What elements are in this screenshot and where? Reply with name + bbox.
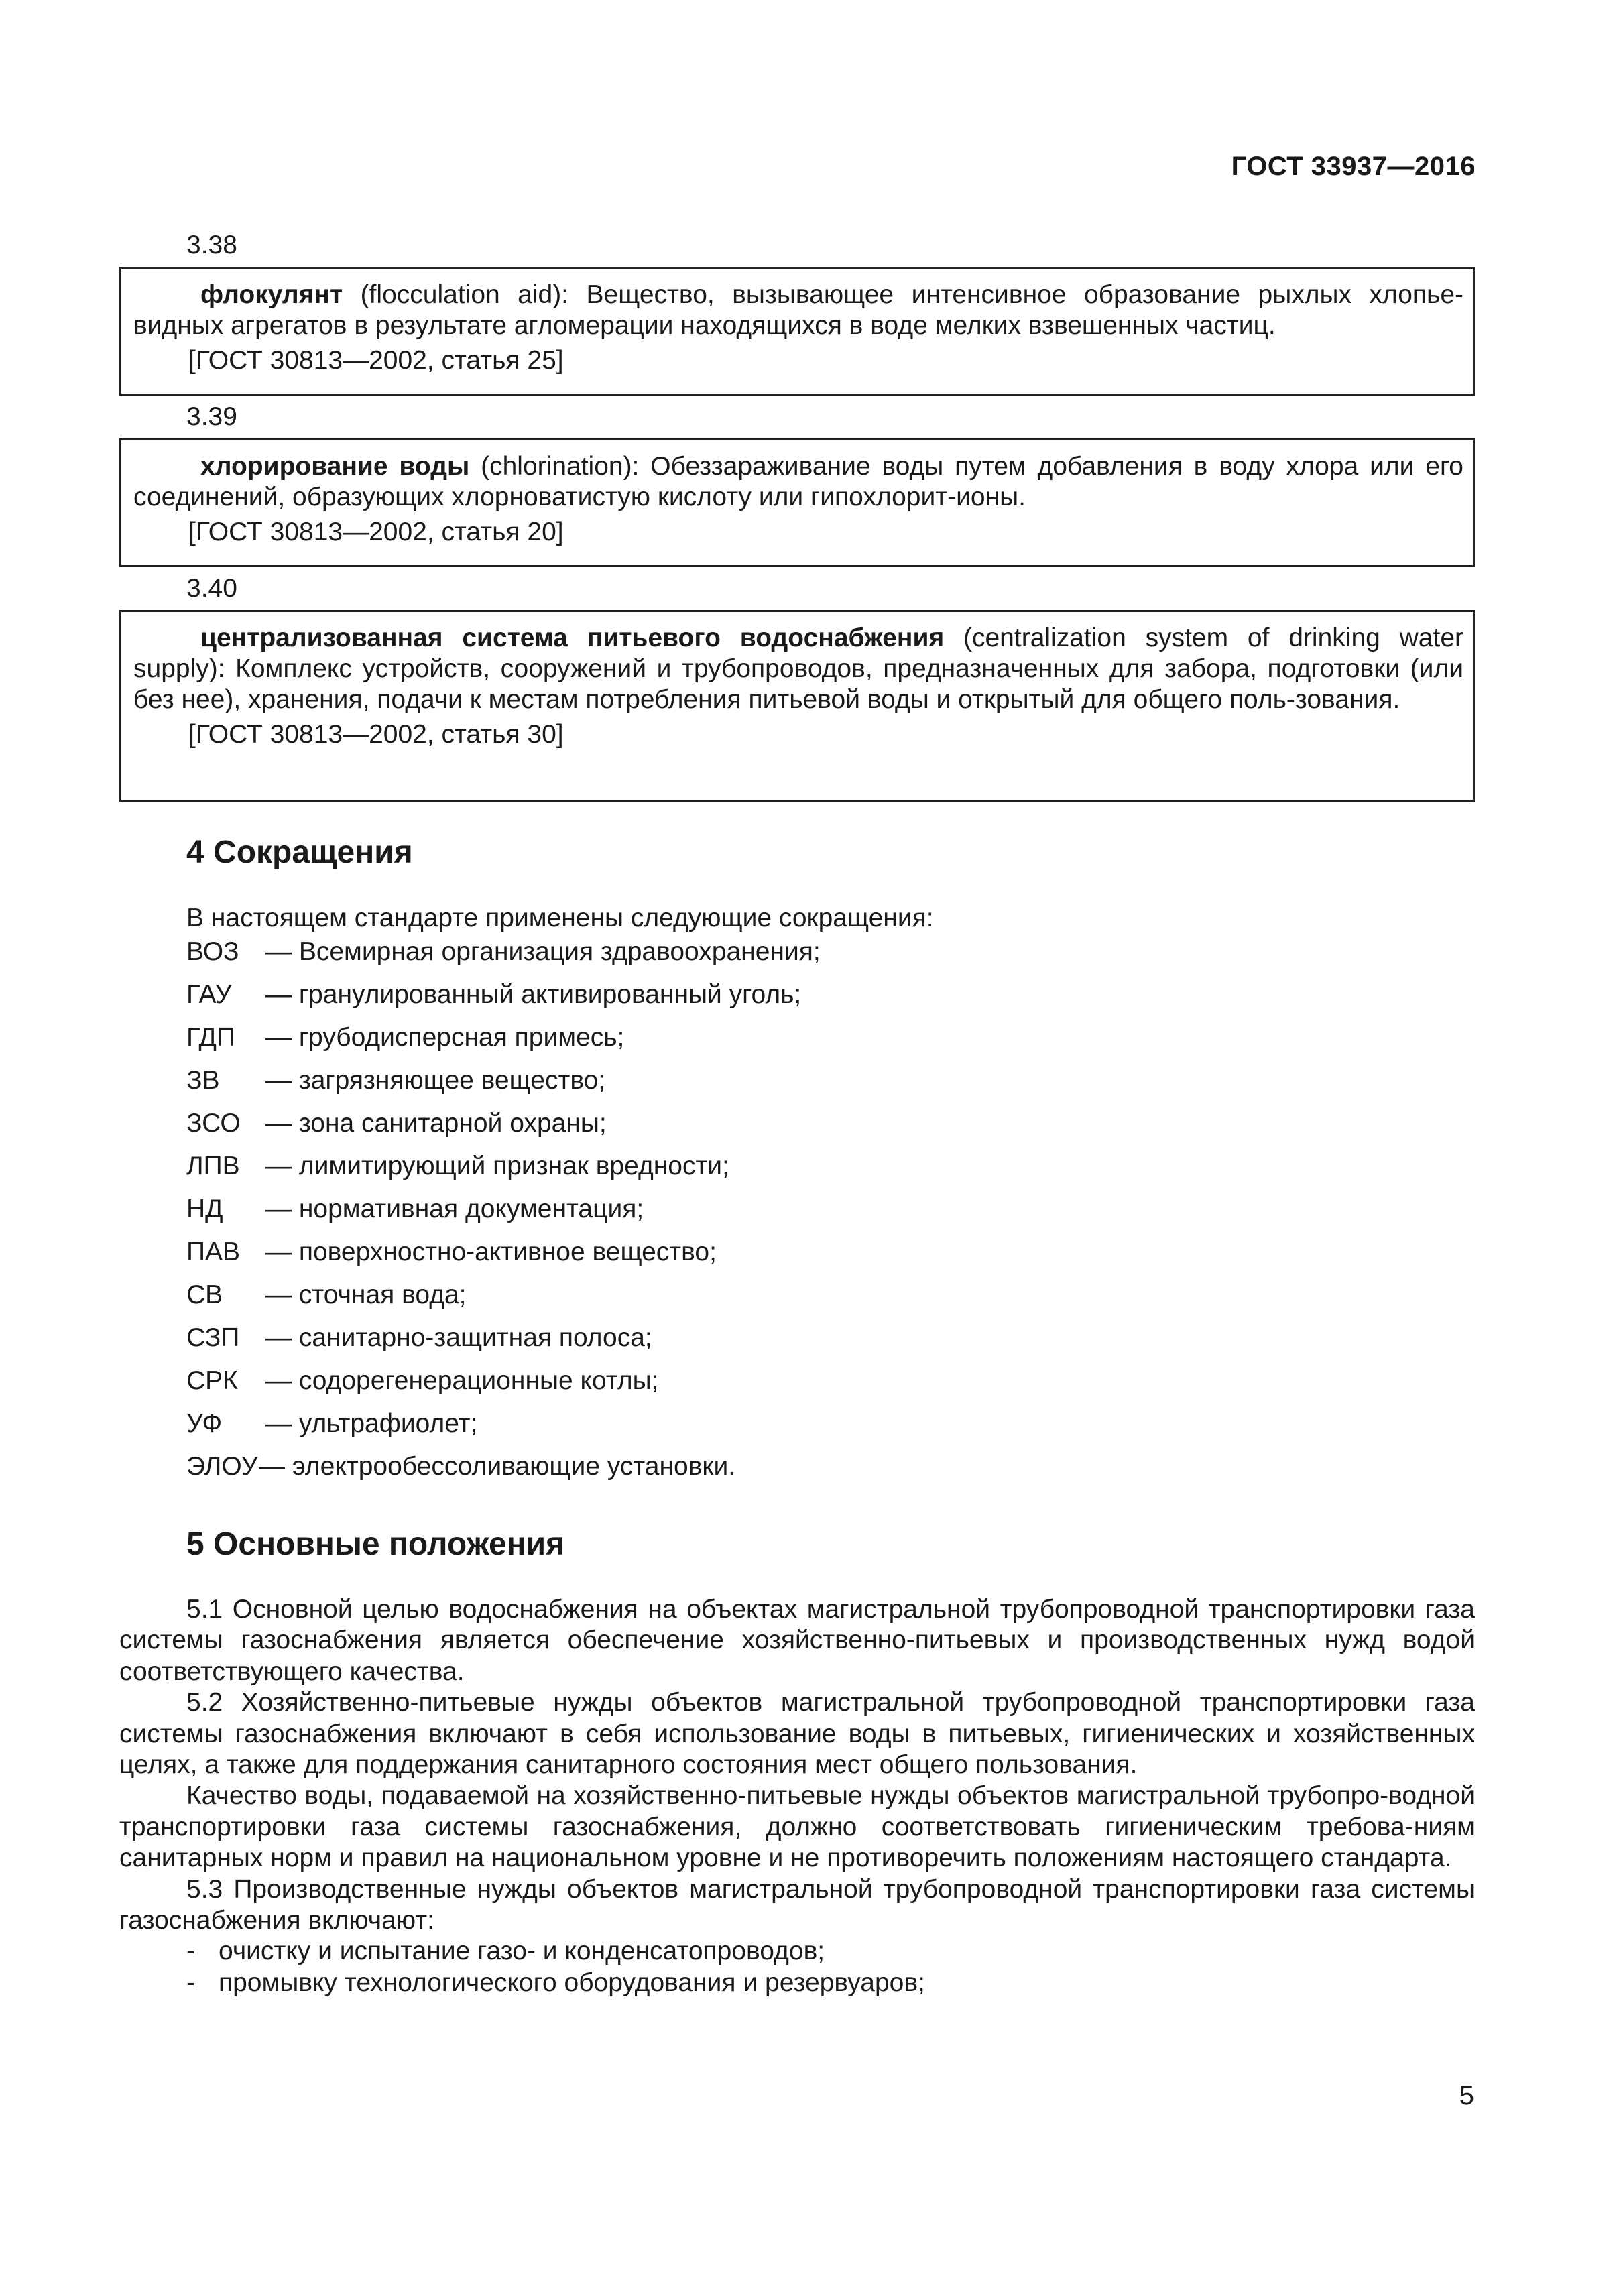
list-item — [186, 1452, 821, 1495]
abbreviation-code: ЛПВ — [186, 1152, 240, 1181]
bullet-dash: - — [186, 1937, 195, 1966]
term-entry-box — [119, 267, 1475, 396]
term-source: [ГОСТ 30813—2002, статья 20] — [188, 518, 564, 546]
term-definition — [121, 440, 1473, 513]
term-source: [ГОСТ 30813—2002, статья 30] — [188, 720, 564, 749]
paragraph-5-1: 5.1 Основной целью водоснабжения на объектах магистральной трубопроводной транспортировки газа системы газоснабжения является обеспечение хозяйственно-питьевых и производственных нужд водой соответствующего качества. — [119, 1595, 1475, 1686]
abbreviation-definition: — зона санитарной охраны; — [265, 1109, 607, 1138]
term-number: 3.40 — [186, 574, 237, 603]
list-item — [186, 1066, 821, 1109]
abbreviation-definition: — электрообессоливающие установки. — [259, 1452, 736, 1481]
abbreviation-code: ГАУ — [186, 980, 232, 1009]
term-definition-text: (chlorination): Обеззараживание воды путем добавления в воду хлора или его соединений, образующих хлорноватистую кислоту или гипохлорит-ионы. — [133, 452, 1463, 511]
term-name: централизованная система питьевого водоснабжения — [200, 623, 945, 652]
abbreviation-code: СРК — [186, 1366, 238, 1395]
section-4-intro: В настоящем стандарте применены следующие сокращения: — [186, 904, 934, 932]
list-item — [186, 937, 821, 980]
term-name: хлорирование воды — [200, 452, 470, 481]
abbreviation-code: СВ — [186, 1280, 223, 1309]
term-definition — [121, 612, 1473, 715]
list-item — [119, 1936, 1475, 1967]
abbreviation-definition: — грубодисперсная примесь; — [265, 1023, 625, 1052]
paragraph-5-2: 5.2 Хозяйственно-питьевые нужды объектов магистральной трубопроводной транспортировки газа системы газоснабжения включают в себя использование воды в питьевых, гигиенических и хозяйственных целях, а также для поддержания санитарного состояния мест общего пользования. — [119, 1688, 1475, 1780]
abbreviation-code: НД — [186, 1195, 223, 1223]
list-item — [119, 1968, 1475, 1998]
abbreviation-definition: — ультрафиолет; — [265, 1409, 478, 1438]
term-entry-box — [119, 438, 1475, 567]
document-id: ГОСТ 33937—2016 — [1231, 152, 1476, 181]
abbreviation-list — [186, 937, 821, 1495]
bullet-dash: - — [186, 1968, 195, 1997]
page-number: 5 — [1459, 2081, 1474, 2110]
abbreviation-definition: — содорегенерационные котлы; — [265, 1366, 659, 1395]
abbreviation-definition: — Всемирная организация здравоохранения; — [265, 937, 821, 966]
section-5-body — [119, 1594, 1475, 1998]
list-item — [186, 1195, 821, 1237]
bullet-text: промывку технологического оборудования и резервуаров; — [219, 1968, 925, 1997]
list-item — [186, 1109, 821, 1152]
list-item — [186, 1409, 821, 1452]
abbreviation-code: ПАВ — [186, 1237, 241, 1266]
list-item — [186, 1023, 821, 1066]
term-name: флокулянт — [200, 280, 343, 309]
abbreviation-code: ЗСО — [186, 1109, 241, 1138]
abbreviation-code: ВОЗ — [186, 937, 239, 966]
term-entry-box — [119, 610, 1475, 802]
bullet-text: очистку и испытание газо- и конденсатопроводов; — [219, 1937, 825, 1966]
abbreviation-definition: — лимитирующий признак вредности; — [265, 1152, 729, 1181]
term-number: 3.39 — [186, 402, 237, 431]
abbreviation-definition: — сточная вода; — [265, 1280, 467, 1309]
term-definition — [121, 269, 1473, 341]
section-5-title: 5 Основные положения — [186, 1526, 565, 1562]
abbreviation-code: ЭЛОУ — [186, 1452, 258, 1481]
section-4-title: 4 Сокращения — [186, 835, 413, 870]
abbreviation-code: ЗВ — [186, 1066, 220, 1095]
abbreviation-code: ГДП — [186, 1023, 235, 1052]
term-definition-text: (centralization system of drinking water supply): Комплекс устройств, сооружений и трубопроводов, предназначенных для забора, подготовки (или без нее), хранения, подачи к местам потребления питьевой воды и открытый для общего поль-зования. — [133, 623, 1463, 714]
term-source: [ГОСТ 30813—2002, статья 25] — [188, 346, 564, 375]
list-item — [186, 1366, 821, 1409]
abbreviation-definition: — гранулированный активированный уголь; — [265, 980, 802, 1009]
abbreviation-definition: — санитарно-защитная полоса; — [265, 1323, 652, 1352]
abbreviation-code: СЗП — [186, 1323, 240, 1352]
paragraph-5-3: 5.3 Производственные нужды объектов магистральной трубопроводной транспортировки газа системы газоснабжения включают: — [119, 1874, 1475, 1935]
list-item — [186, 1237, 821, 1280]
term-number: 3.38 — [186, 231, 237, 259]
list-item — [186, 1280, 821, 1323]
list-item — [186, 1323, 821, 1366]
list-item — [186, 980, 821, 1023]
list-item — [186, 1152, 821, 1195]
abbreviation-code: УФ — [186, 1409, 223, 1438]
abbreviation-definition: — загрязняющее вещество; — [265, 1066, 606, 1095]
abbreviation-definition: — нормативная документация; — [265, 1195, 644, 1223]
term-definition-text: (flocculation aid): Вещество, вызывающее интенсивное образование рыхлых хлопье-видных агрегатов в результате агломерации находящихся в воде мелких взвешенных частиц. — [133, 280, 1463, 340]
paragraph-5-2-quality: Качество воды, подаваемой на хозяйственно-питьевые нужды объектов магистральной трубопро-водной транспортировки газа системы газоснабжения, должно соответствовать гигиеническим требова-ниям санитарных норм и правил на национальном уровне и не противоречить положениям настоящего стандарта. — [119, 1781, 1475, 1873]
abbreviation-definition: — поверхностно-активное вещество; — [265, 1237, 717, 1266]
